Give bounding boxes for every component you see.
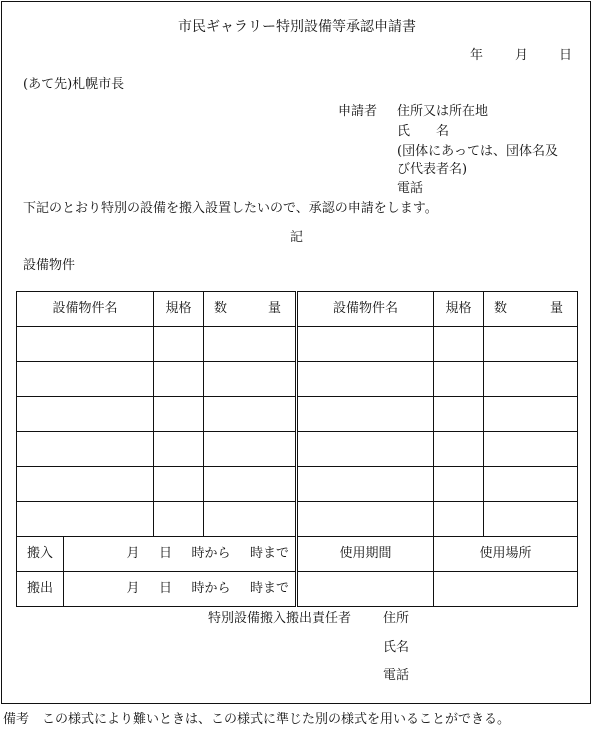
- item-name-cell[interactable]: [297, 362, 434, 397]
- place-label: 使用場所: [434, 537, 578, 572]
- applicant-note-line2: び代表者名): [397, 162, 468, 177]
- qty-cell[interactable]: [204, 397, 297, 432]
- spec-cell[interactable]: [434, 397, 484, 432]
- header-qty-2-right: 量: [550, 301, 564, 316]
- equipment-table: [16, 291, 578, 607]
- spec-cell[interactable]: [154, 397, 204, 432]
- table-row: [17, 397, 578, 432]
- table-row: [17, 432, 578, 467]
- item-name-cell[interactable]: [17, 327, 154, 362]
- carry-out-label: 搬出: [17, 572, 64, 607]
- item-name-cell[interactable]: [17, 432, 154, 467]
- item-name-cell[interactable]: [17, 502, 154, 537]
- carry-in-from: 時から: [191, 546, 231, 561]
- date-year: 年: [470, 48, 484, 63]
- form-title: 市民ギャラリー特別設備等承認申請書: [178, 19, 416, 35]
- carry-out-day: 日: [158, 581, 172, 596]
- qty-cell[interactable]: [204, 362, 297, 397]
- header-qty: [204, 292, 297, 327]
- header-item-name: 設備物件名: [17, 292, 154, 327]
- spec-cell[interactable]: [434, 432, 484, 467]
- item-name-cell[interactable]: [17, 467, 154, 502]
- table-row: [17, 467, 578, 502]
- item-name-cell[interactable]: [297, 397, 434, 432]
- carry-in-label: 搬入: [17, 537, 64, 572]
- carry-out-until: 時まで: [250, 581, 290, 596]
- responsible-phone-label: 電話: [383, 668, 410, 683]
- carry-in-until: 時まで: [250, 546, 290, 561]
- item-name-cell[interactable]: [297, 467, 434, 502]
- spec-cell[interactable]: [154, 432, 204, 467]
- item-name-cell[interactable]: [297, 327, 434, 362]
- carry-in-row: [17, 537, 578, 572]
- item-name-cell[interactable]: [17, 362, 154, 397]
- header-spec: 規格: [154, 292, 204, 327]
- spec-cell[interactable]: [434, 362, 484, 397]
- header-qty-1: 数: [214, 301, 228, 316]
- header-item-name-right: 設備物件名: [297, 292, 434, 327]
- ki-heading: 記: [290, 230, 304, 245]
- remark-note: 備考 この様式により難いときは、この様式に準じた別の様式を用いることができる。: [3, 712, 511, 727]
- period-label: 使用期間: [297, 537, 434, 572]
- item-name-cell[interactable]: [297, 432, 434, 467]
- header-qty-1-right: 数: [494, 301, 508, 316]
- applicant-note-line1: (団体にあっては、団体名及: [397, 144, 558, 159]
- table-row: [17, 327, 578, 362]
- item-name-cell[interactable]: [17, 397, 154, 432]
- responsible-address-label: 住所: [383, 611, 410, 626]
- qty-cell[interactable]: [204, 502, 297, 537]
- responsible-label: 特別設備搬入搬出責任者: [208, 611, 352, 626]
- applicant-name-label: 氏 名: [397, 124, 450, 139]
- qty-cell[interactable]: [484, 327, 578, 362]
- carry-in-month: 月: [126, 546, 140, 561]
- qty-cell[interactable]: [484, 432, 578, 467]
- spec-cell[interactable]: [154, 502, 204, 537]
- section-label: 設備物件: [23, 258, 76, 273]
- spec-cell[interactable]: [434, 467, 484, 502]
- spec-cell[interactable]: [154, 467, 204, 502]
- table-row: [17, 502, 578, 537]
- qty-cell[interactable]: [204, 327, 297, 362]
- period-value-cell[interactable]: [297, 572, 434, 607]
- item-name-cell[interactable]: [297, 502, 434, 537]
- spec-cell[interactable]: [434, 502, 484, 537]
- qty-cell[interactable]: [204, 467, 297, 502]
- date-day: 日: [559, 48, 573, 63]
- applicant-address-label: 住所又は所在地: [397, 104, 489, 119]
- qty-cell[interactable]: [484, 502, 578, 537]
- place-value-cell[interactable]: [434, 572, 578, 607]
- addressee: (あて先)札幌市長: [23, 77, 125, 92]
- spec-cell[interactable]: [154, 362, 204, 397]
- header-qty-2: 量: [268, 301, 282, 316]
- table-row: [17, 362, 578, 397]
- applicant-label: 申請者: [338, 104, 378, 119]
- header-qty-right: [484, 292, 578, 327]
- qty-cell[interactable]: [204, 432, 297, 467]
- qty-cell[interactable]: [484, 397, 578, 432]
- header-spec-right: 規格: [434, 292, 484, 327]
- spec-cell[interactable]: [434, 327, 484, 362]
- carry-out-datetime[interactable]: [64, 572, 297, 607]
- carry-in-day: 日: [158, 546, 172, 561]
- carry-in-datetime[interactable]: [64, 537, 297, 572]
- carry-out-from: 時から: [191, 581, 231, 596]
- intro-text: 下記のとおり特別の設備を搬入設置したいので、承認の申請をします。: [23, 201, 438, 216]
- qty-cell[interactable]: [484, 467, 578, 502]
- table-header-row: [17, 292, 578, 327]
- spec-cell[interactable]: [154, 327, 204, 362]
- carry-out-row: [17, 572, 578, 607]
- responsible-name-label: 氏名: [383, 640, 410, 655]
- carry-out-month: 月: [126, 581, 140, 596]
- date-month: 月: [515, 48, 529, 63]
- qty-cell[interactable]: [484, 362, 578, 397]
- applicant-phone-label: 電話: [397, 181, 424, 196]
